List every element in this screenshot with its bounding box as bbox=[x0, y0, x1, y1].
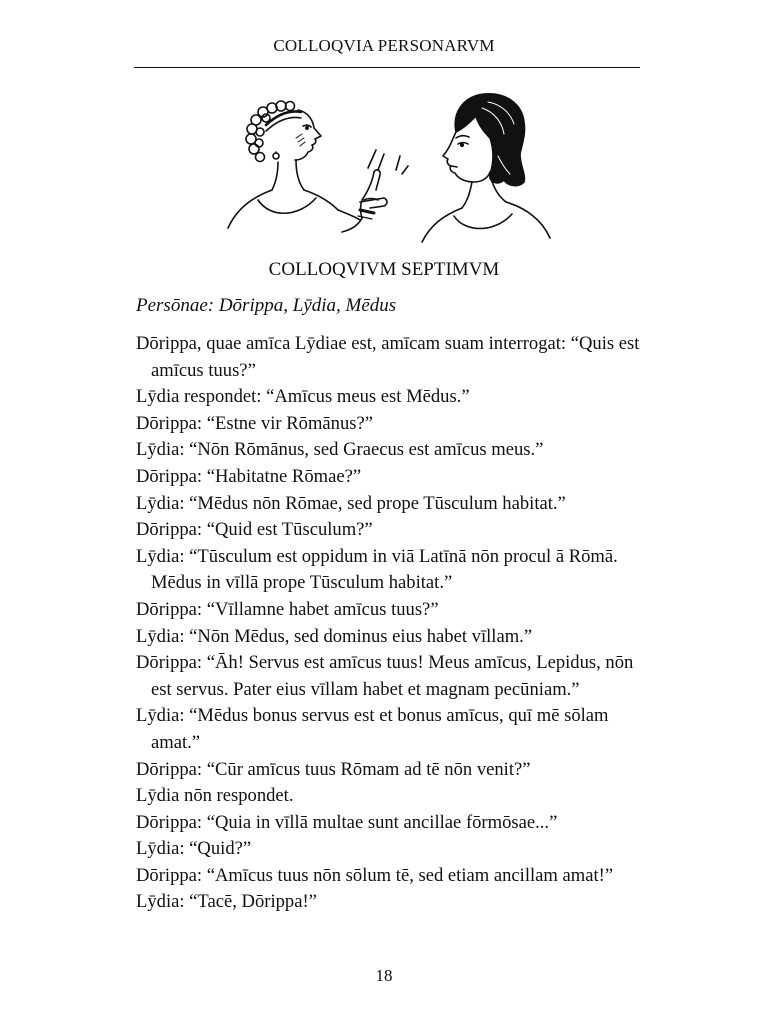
dialogue-line: Dōrippa: “Vīllamne habet amīcus tuus?” bbox=[136, 598, 439, 620]
dialogue-line: Lȳdia: “Mēdus nōn Rōmae, sed prope Tūsculum habitat.” bbox=[136, 492, 566, 514]
dialogue-line: Lȳdia respondet: “Amīcus meus est Mēdus.” bbox=[136, 386, 470, 408]
dialogue-line: Dōrippa: “Amīcus tuus nōn sōlum tē, sed etiam ancillam amat!” bbox=[136, 864, 614, 886]
dialogue-line: Lȳdia nōn respondet. bbox=[136, 785, 294, 807]
running-title: COLLOQVIA PERSONARVM bbox=[273, 36, 495, 55]
dialogue-line: Dōrippa: “Quia in vīllā multae sunt ancillae fōrmōsae...” bbox=[136, 811, 558, 833]
dialogue-line: Dōrippa: “Habitatne Rōmae?” bbox=[136, 465, 362, 487]
page-number: 18 bbox=[375, 966, 393, 985]
dialogue-line: Lȳdia: “Nōn Mēdus, sed dominus eius habet vīllam.” bbox=[136, 625, 533, 647]
dialogue-line: Lȳdia: “Nōn Rōmānus, sed Graecus est amīcus meus.” bbox=[136, 439, 544, 461]
chapter-title: COLLOQVIVM SEPTIMVM bbox=[268, 259, 500, 280]
dialogue-line: Lȳdia: “Tūsculum est oppidum in viā Latīnā nōn procul ā Rōmā. Mēdus in vīllā prope Tūsculum habitat.” bbox=[136, 545, 618, 594]
dialogue-line: Dōrippa: “Estne vir Rōmānus?” bbox=[136, 412, 374, 434]
dialogue-line: Dōrippa: “Quid est Tūsculum?” bbox=[136, 519, 373, 541]
header-rule bbox=[134, 67, 640, 68]
dorippa-figure bbox=[228, 101, 408, 232]
personae-list: Persōnae: Dōrippa, Lȳdia, Mēdus bbox=[136, 295, 397, 316]
dialogue-line: Lȳdia: “Mēdus bonus servus est et bonus amīcus, quī mē sōlam amat.” bbox=[136, 705, 609, 753]
lydia-figure bbox=[422, 94, 550, 242]
dialogue-line: Dōrippa, quae amīca Lȳdiae est, amīcam suam interrogat: “Quis est amīcus tuus?” bbox=[136, 333, 640, 381]
dialogue-line: Dōrippa: “Āh! Servus est amīcus tuus! Meus amīcus, Lepidus, nōn est servus. Pater eius vīllam habet et magnam pecūniam.” bbox=[136, 652, 634, 700]
two-women-talking-illustration bbox=[138, 82, 640, 244]
dialogue-text bbox=[136, 331, 646, 916]
dialogue-line: Dōrippa: “Cūr amīcus tuus Rōmam ad tē nōn venit?” bbox=[136, 758, 531, 780]
dialogue-line: Lȳdia: “Tacē, Dōrippa!” bbox=[136, 891, 317, 913]
dialogue-line: Lȳdia: “Quid?” bbox=[136, 838, 252, 860]
